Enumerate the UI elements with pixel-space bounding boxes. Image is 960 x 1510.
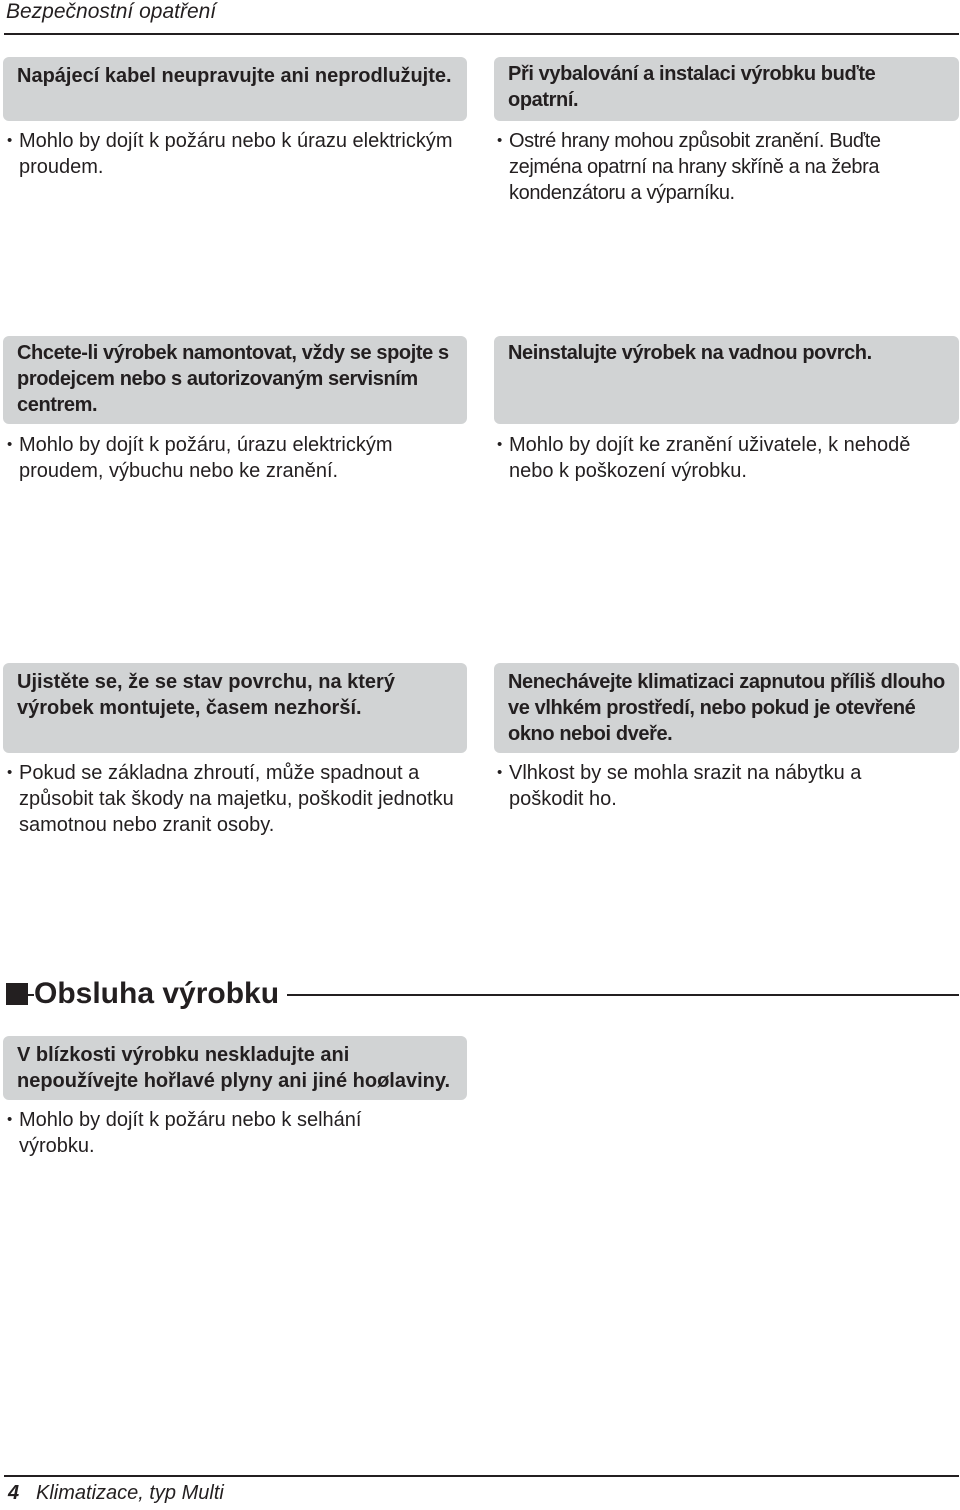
warning-bullet [4, 1107, 434, 1159]
warning-bullet [4, 432, 454, 484]
warning-bullet [494, 760, 934, 812]
warning-heading-box [494, 336, 959, 424]
warning-bullet-text: Mohlo by dojít ke zranění uživatele, k nehodě nebo k poškození výrobku. [509, 434, 911, 482]
warning-bullet-text: Mohlo by dojít k požáru, úrazu elektrickým proudem, výbuchu nebo ke zranění. [19, 434, 393, 482]
warning-heading-box [3, 663, 467, 753]
warning-heading: Neinstalujte výrobek na vadnou povrch. [508, 342, 872, 364]
warning-heading-box [3, 57, 467, 121]
bullet-dot-icon: • [7, 1111, 13, 1128]
section-heading [6, 975, 959, 1015]
bullet-dot-icon: • [497, 764, 503, 781]
footer-title: Klimatizace, typ Multi [36, 1482, 224, 1504]
bullet-dot-icon: • [7, 436, 13, 453]
warning-heading-box [494, 663, 959, 753]
warning-heading: Chcete-li výrobek namontovat, vždy se spojte s prodejcem nebo s autorizovaným servisním centrem. [17, 342, 449, 416]
page-number: 4 [8, 1482, 20, 1504]
warning-bullet-text: Pokud se základna zhroutí, může spadnout a způsobit tak škody na majetku, poškodit jednotku samotnou nebo zranit osoby. [19, 762, 454, 836]
warning-bullet-text: Ostré hrany mohou způsobit zranění. Buďte zejména opatrní na hrany skříně a na žebra kondenzátoru a výparníku. [509, 130, 881, 204]
warning-bullet [494, 128, 939, 206]
bullet-dot-icon: • [7, 764, 13, 781]
warning-heading-box [494, 57, 959, 121]
bullet-dot-icon: • [497, 436, 503, 453]
header-title: Bezpečnostní opatření [6, 0, 217, 23]
footer-divider [4, 1475, 959, 1477]
warning-heading: Nenechávejte klimatizaci zapnutou příliš dlouho ve vlhkém prostředí, nebo pokud je otevřené okno neboi dveře. [508, 671, 945, 745]
header-divider [4, 33, 959, 35]
bullet-dot-icon: • [497, 132, 502, 149]
warning-heading: Při vybalování a instalaci výrobku buďte opatrní. [508, 63, 876, 111]
square-bullet-icon [6, 983, 28, 1005]
warning-heading: V blízkosti výrobku neskladujte ani nepoužívejte hořlavé plyny ani jiné hoølaviny. [17, 1044, 451, 1092]
section-title: Obsluha výrobku [34, 975, 287, 1013]
warning-bullet [4, 128, 454, 180]
warning-heading-box [3, 336, 467, 424]
warning-bullet-text: Mohlo by dojít k požáru nebo k úrazu elektrickým proudem. [19, 130, 453, 178]
warning-bullet [4, 760, 470, 838]
warning-bullet [494, 432, 949, 484]
warning-heading: Napájecí kabel neupravujte ani neprodlužujte. [17, 65, 452, 87]
warning-heading-box [3, 1036, 467, 1100]
warning-bullet-text: Mohlo by dojít k požáru nebo k selhání výrobku. [19, 1109, 362, 1157]
warning-bullet-text: Vlhkost by se mohla srazit na nábytku a poškodit ho. [509, 762, 862, 810]
bullet-dot-icon: • [7, 132, 13, 149]
warning-heading: Ujistěte se, že se stav povrchu, na který výrobek montujete, časem nezhorší. [17, 671, 395, 719]
